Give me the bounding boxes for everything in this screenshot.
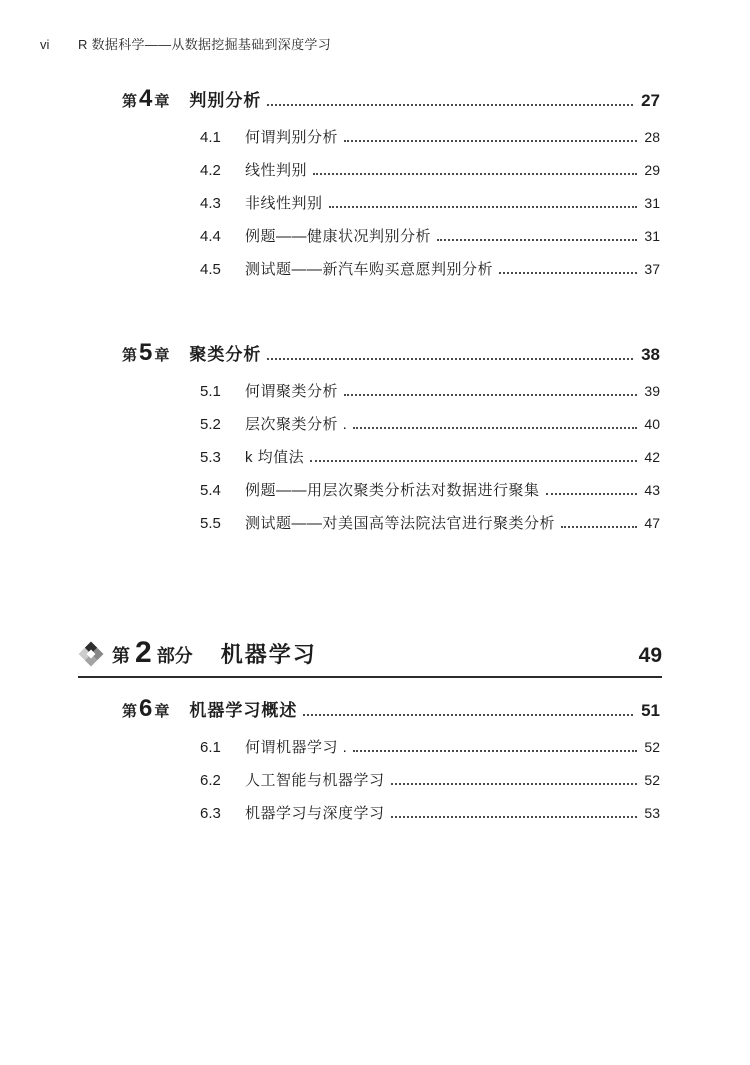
toc-entry-chapter-5 (122, 340, 660, 380)
chapter-prefix: 第 (122, 703, 138, 720)
section-title: 测试题——对美国高等法院法官进行聚类分析 (245, 515, 556, 532)
dot-leader (344, 138, 637, 142)
section-title: 例题——健康状况判别分析 (245, 228, 432, 245)
dot-leader (546, 491, 638, 495)
part-number: 2 (135, 636, 152, 669)
chapter-suffix: 章 (154, 703, 170, 720)
page-header (40, 34, 690, 53)
chapter-suffix: 章 (154, 347, 170, 364)
section-page-number: 53 (644, 805, 660, 821)
section-number: 4.2 (200, 162, 221, 179)
section-title: 非线性判别 (245, 195, 323, 212)
chapter-title: 机器学习概述 (189, 701, 298, 720)
section-page-number: 39 (644, 383, 660, 399)
section-page-number: 52 (644, 739, 660, 755)
part-title: 机器学习 (220, 642, 317, 667)
section-title: 人工智能与机器学习 (245, 772, 385, 789)
toc-entry-section-6-3 (200, 802, 660, 835)
dot-leader (353, 748, 637, 752)
chapter-number: 5 (139, 339, 153, 366)
section-number: 5.1 (200, 383, 221, 400)
toc-entry-section-5-5 (200, 512, 660, 545)
section-title: 线性判别 (245, 162, 308, 179)
section-page-number: 52 (644, 772, 660, 788)
toc-entry-section-4-2 (200, 159, 660, 192)
chapter-4-block (122, 86, 660, 291)
diamond-pinwheel-icon (78, 641, 104, 667)
section-number: 5.5 (200, 515, 221, 532)
toc-entry-chapter-4 (122, 86, 660, 126)
section-title: 何谓聚类分析 (245, 383, 339, 400)
toc-entry-section-5-2 (200, 413, 660, 446)
toc-entry-section-4-5 (200, 258, 660, 291)
section-title: 何谓判别分析 (245, 129, 339, 146)
toc-entry-section-4-3 (200, 192, 660, 225)
dot-leader (499, 270, 637, 274)
section-page-number: 29 (644, 162, 660, 178)
section-number: 6.2 (200, 772, 221, 789)
chapter-suffix: 章 (154, 93, 170, 110)
dot-leader (313, 171, 637, 175)
section-number: 6.3 (200, 805, 221, 822)
dot-leader (329, 204, 638, 208)
section-page-number: 37 (644, 261, 660, 277)
section-page-number: 42 (644, 449, 660, 465)
section-number: 6.1 (200, 739, 221, 756)
section-page-number: 43 (644, 482, 660, 498)
section-title: 机器学习与深度学习 (245, 805, 385, 822)
section-number: 4.4 (200, 228, 221, 245)
dot-leader (391, 814, 638, 818)
dot-leader (303, 712, 633, 716)
running-title: R 数据科学——从数据挖掘基础到深度学习 (78, 37, 331, 52)
dot-leader (561, 524, 637, 528)
chapter-6-label (122, 697, 169, 721)
toc-entry-section-6-2 (200, 769, 660, 802)
toc-entry-section-5-1 (200, 380, 660, 413)
section-page-number: 31 (644, 228, 660, 244)
dot-leader (437, 237, 637, 241)
section-title: 层次聚类分析 . (245, 416, 348, 433)
chapter-page-number: 38 (641, 345, 660, 364)
chapter-prefix: 第 (122, 93, 138, 110)
dot-leader (353, 425, 637, 429)
toc-entry-section-4-4 (200, 225, 660, 258)
chapter-6-block (122, 696, 660, 835)
section-page-number: 40 (644, 416, 660, 432)
chapter-title: 聚类分析 (189, 345, 262, 364)
toc-entry-section-6-1 (200, 736, 660, 769)
toc-entry-section-4-1 (200, 126, 660, 159)
section-page-number: 47 (644, 515, 660, 531)
dot-leader (344, 392, 637, 396)
part-2-label (112, 638, 193, 668)
dot-leader (391, 781, 638, 785)
section-number: 4.5 (200, 261, 221, 278)
toc-entry-part-2 (78, 638, 662, 669)
section-number: 4.1 (200, 129, 221, 146)
toc-entry-section-5-3 (200, 446, 660, 479)
part-2-divider (78, 638, 662, 678)
part-suffix: 部分 (156, 646, 193, 666)
part-page-number: 49 (638, 644, 662, 667)
section-number: 5.4 (200, 482, 221, 499)
section-title: 例题——用层次聚类分析法对数据进行聚集 (245, 482, 540, 499)
chapter-page-number: 51 (641, 701, 660, 720)
section-title: 测试题——新汽车购买意愿判别分析 (245, 261, 494, 278)
section-number: 5.3 (200, 449, 221, 466)
section-page-number: 31 (644, 195, 660, 211)
part-prefix: 第 (112, 646, 130, 666)
chapter-5-block (122, 340, 660, 545)
dot-leader (310, 458, 637, 462)
section-title: k 均值法 (245, 449, 305, 466)
section-number: 4.3 (200, 195, 221, 212)
toc-entry-chapter-6 (122, 696, 660, 736)
chapter-5-label (122, 341, 169, 365)
toc-entry-section-5-4 (200, 479, 660, 512)
folio-page-number: vi (40, 37, 50, 52)
section-page-number: 28 (644, 129, 660, 145)
chapter-4-label (122, 87, 169, 111)
dot-leader (267, 102, 633, 106)
chapter-number: 6 (139, 695, 153, 722)
chapter-page-number: 27 (641, 91, 660, 110)
chapter-prefix: 第 (122, 347, 138, 364)
chapter-title: 判别分析 (189, 91, 262, 110)
dot-leader (267, 356, 633, 360)
chapter-number: 4 (139, 85, 153, 112)
section-title: 何谓机器学习 . (245, 739, 348, 756)
section-number: 5.2 (200, 416, 221, 433)
